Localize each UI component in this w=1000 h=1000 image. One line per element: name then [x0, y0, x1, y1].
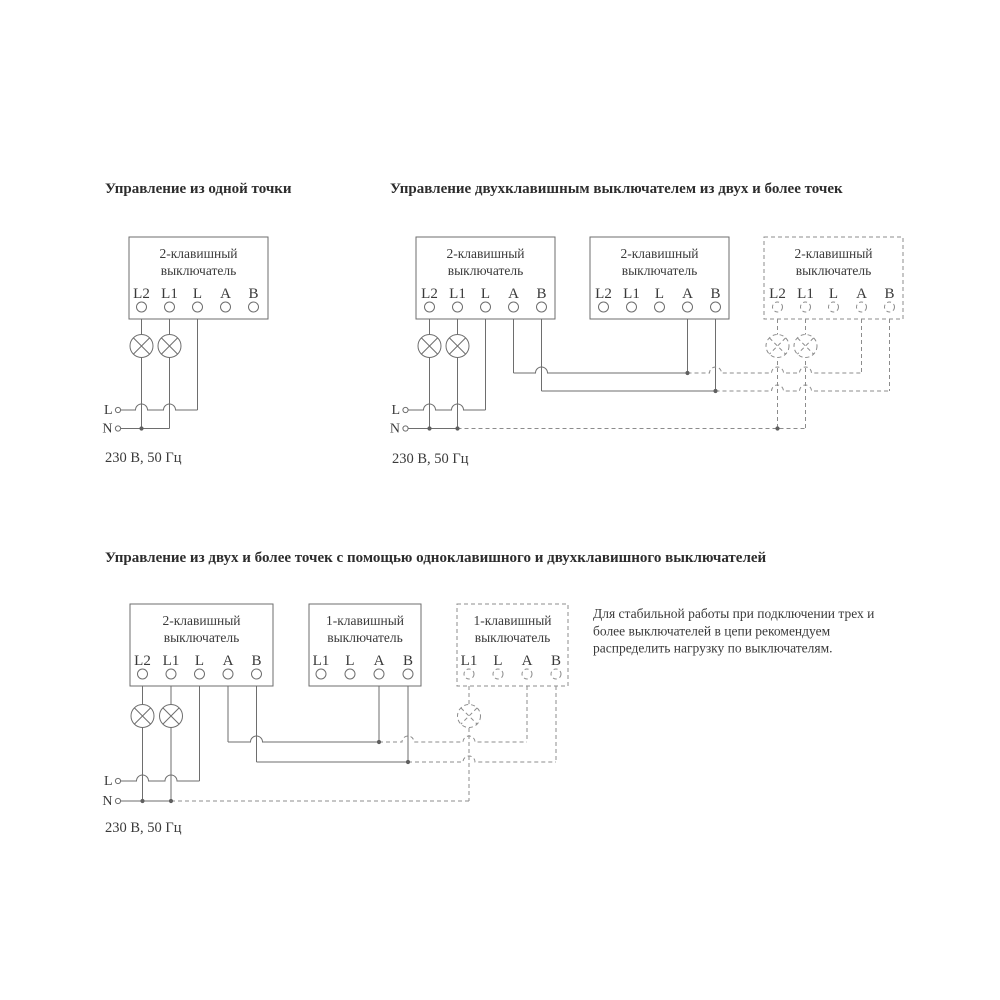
- supply-terminal-circle: [403, 426, 408, 431]
- supply-terminal-circle: [115, 426, 120, 431]
- switch-box-label: выключатель: [621, 263, 698, 278]
- terminal-circle: [138, 669, 148, 679]
- terminal-circle: [509, 302, 519, 312]
- supply-line-label: L: [391, 403, 400, 418]
- switch-box: [457, 604, 568, 686]
- junction-dot: [427, 426, 431, 430]
- terminal-label: L2: [134, 653, 151, 669]
- switch-box: [129, 237, 268, 319]
- travel-line-b-dashed: [716, 385, 890, 391]
- switch-box-label: выключатель: [160, 263, 237, 278]
- supply-line-l: [408, 404, 486, 410]
- terminal-circle: [885, 302, 895, 312]
- diagram-control-from-one-point: [102, 181, 292, 466]
- terminal-circle: [345, 669, 355, 679]
- lamp-icon: [158, 335, 181, 358]
- terminal-circle: [223, 669, 233, 679]
- switch-box: [764, 237, 903, 319]
- supply-terminal-circle: [115, 798, 120, 803]
- terminal-circle: [374, 669, 384, 679]
- supply-line-l: [121, 775, 200, 781]
- diagram-two-gang-switch-multi-point: [390, 181, 903, 467]
- lamp-icon: [458, 705, 481, 728]
- supply-line-label: N: [102, 421, 113, 437]
- junction-dot: [139, 426, 143, 430]
- junction-dot: [713, 389, 717, 393]
- junction-dot: [169, 799, 173, 803]
- terminal-circle: [801, 302, 811, 312]
- terminal-label: B: [536, 286, 547, 302]
- junction-dot: [455, 426, 459, 430]
- terminal-circle: [249, 302, 259, 312]
- switch-box: [309, 604, 421, 686]
- travel-line-a-solid: [228, 736, 379, 742]
- terminal-circle: [683, 302, 693, 312]
- junction-dot: [140, 799, 144, 803]
- supply-terminal-circle: [115, 778, 120, 783]
- terminal-circle: [773, 302, 783, 312]
- terminal-circle: [193, 302, 203, 312]
- terminal-circle: [857, 302, 867, 312]
- stability-note: [593, 606, 874, 656]
- terminal-circle: [711, 302, 721, 312]
- junction-dot: [377, 740, 381, 744]
- terminal-label: L: [493, 653, 503, 669]
- switch-box-label: 2-клавишный: [446, 246, 525, 261]
- travel-line-a-dashed: [379, 736, 527, 742]
- terminal-circle: [493, 669, 503, 679]
- lamp-icon: [766, 335, 789, 358]
- terminal-circle: [425, 302, 435, 312]
- switch-box-label: 1-клавишный: [473, 613, 552, 628]
- terminal-circle: [453, 302, 463, 312]
- terminal-label: L: [192, 286, 203, 302]
- terminal-label: L: [480, 286, 491, 302]
- terminal-label: A: [220, 286, 231, 302]
- diagram-title: Управление из одной точки: [105, 181, 292, 197]
- lamp-icon: [418, 335, 441, 358]
- switch-box-label: 1-клавишный: [325, 613, 405, 628]
- switch-box: [130, 604, 273, 686]
- terminal-label: L1: [623, 286, 640, 302]
- terminal-label: L1: [312, 653, 330, 669]
- lamp-icon: [130, 335, 153, 358]
- switch-box-label: выключатель: [795, 263, 872, 278]
- terminal-label: A: [856, 286, 867, 302]
- supply-line-l: [121, 404, 198, 410]
- terminal-label: L1: [460, 653, 478, 669]
- terminal-circle: [252, 669, 262, 679]
- supply-line-label: N: [102, 794, 113, 809]
- travel-line-a-dashed: [688, 367, 862, 373]
- voltage-caption: 230 В, 50 Гц: [105, 450, 182, 466]
- switch-box-label: 2-клавишный: [162, 613, 241, 628]
- terminal-circle: [537, 302, 547, 312]
- terminal-circle: [829, 302, 839, 312]
- junction-dot: [685, 371, 689, 375]
- lamp-icon: [131, 705, 154, 728]
- terminal-label: B: [251, 653, 262, 669]
- terminal-label: L: [654, 286, 665, 302]
- switch-box-label: выключатель: [327, 630, 403, 645]
- terminal-label: A: [508, 286, 519, 302]
- terminal-circle: [137, 302, 147, 312]
- terminal-circle: [316, 669, 326, 679]
- switch-box: [590, 237, 729, 319]
- terminal-circle: [481, 302, 491, 312]
- terminal-circle: [403, 669, 413, 679]
- terminal-circle: [655, 302, 665, 312]
- diagram-title: Управление двухклавишным выключателем из двух и более точек: [390, 181, 843, 197]
- terminal-label: L1: [797, 286, 814, 302]
- travel-line-b-dashed: [408, 756, 556, 762]
- terminal-label: B: [550, 653, 562, 669]
- switch-box-label: 2-клавишный: [794, 246, 873, 261]
- terminal-label: B: [402, 653, 414, 669]
- terminal-label: A: [373, 653, 385, 669]
- supply-line-label: L: [103, 403, 113, 418]
- junction-dot: [775, 426, 779, 430]
- terminal-label: L2: [769, 286, 786, 302]
- switch-box: [416, 237, 555, 319]
- note-line: более выключателей в цепи рекомендуем: [593, 623, 831, 639]
- supply-line-label: L: [103, 774, 113, 789]
- terminal-label: L: [828, 286, 839, 302]
- terminal-circle: [627, 302, 637, 312]
- voltage-caption: 230 В, 50 Гц: [392, 451, 469, 467]
- terminal-label: A: [682, 286, 693, 302]
- terminal-label: A: [222, 653, 234, 669]
- supply-line-label: N: [389, 421, 400, 437]
- supply-terminal-circle: [115, 407, 120, 412]
- switch-box-label: выключатель: [447, 263, 524, 278]
- terminal-label: L1: [161, 286, 178, 302]
- switch-box-label: 2-клавишный: [159, 246, 238, 261]
- lamp-icon: [446, 335, 469, 358]
- terminal-circle: [551, 669, 561, 679]
- note-line: распределить нагрузку по выключателям.: [593, 640, 833, 656]
- terminal-circle: [165, 302, 175, 312]
- junction-dot: [406, 760, 410, 764]
- terminal-label: B: [248, 286, 259, 302]
- lamp-icon: [794, 335, 817, 358]
- terminal-label: A: [521, 653, 533, 669]
- switch-box-label: выключатель: [163, 630, 240, 645]
- voltage-caption: 230 В, 50 Гц: [105, 820, 182, 836]
- diagram-title: Управление из двух и более точек с помощью одноклавишного и двухклавишного выключателей: [105, 550, 767, 566]
- supply-terminal-circle: [403, 407, 408, 412]
- terminal-label: B: [710, 286, 721, 302]
- terminal-label: L1: [449, 286, 466, 302]
- terminal-label: L2: [421, 286, 438, 302]
- terminal-label: L1: [162, 653, 180, 669]
- terminal-circle: [522, 669, 532, 679]
- terminal-circle: [599, 302, 609, 312]
- terminal-label: B: [884, 286, 895, 302]
- terminal-label: L2: [595, 286, 612, 302]
- terminal-circle: [195, 669, 205, 679]
- terminal-label: L: [345, 653, 355, 669]
- terminal-circle: [166, 669, 176, 679]
- switch-box-label: выключатель: [474, 630, 551, 645]
- terminal-circle: [221, 302, 231, 312]
- lamp-icon: [160, 705, 183, 728]
- switch-box-label: 2-клавишный: [620, 246, 699, 261]
- diagram-mixed-one-gang-two-gang-multi-point: [102, 550, 766, 836]
- terminal-label: L: [194, 653, 205, 669]
- terminal-circle: [464, 669, 474, 679]
- note-line: Для стабильной работы при подключении трех и: [593, 606, 875, 621]
- terminal-label: L2: [133, 286, 150, 302]
- travel-line-a-solid: [514, 367, 688, 373]
